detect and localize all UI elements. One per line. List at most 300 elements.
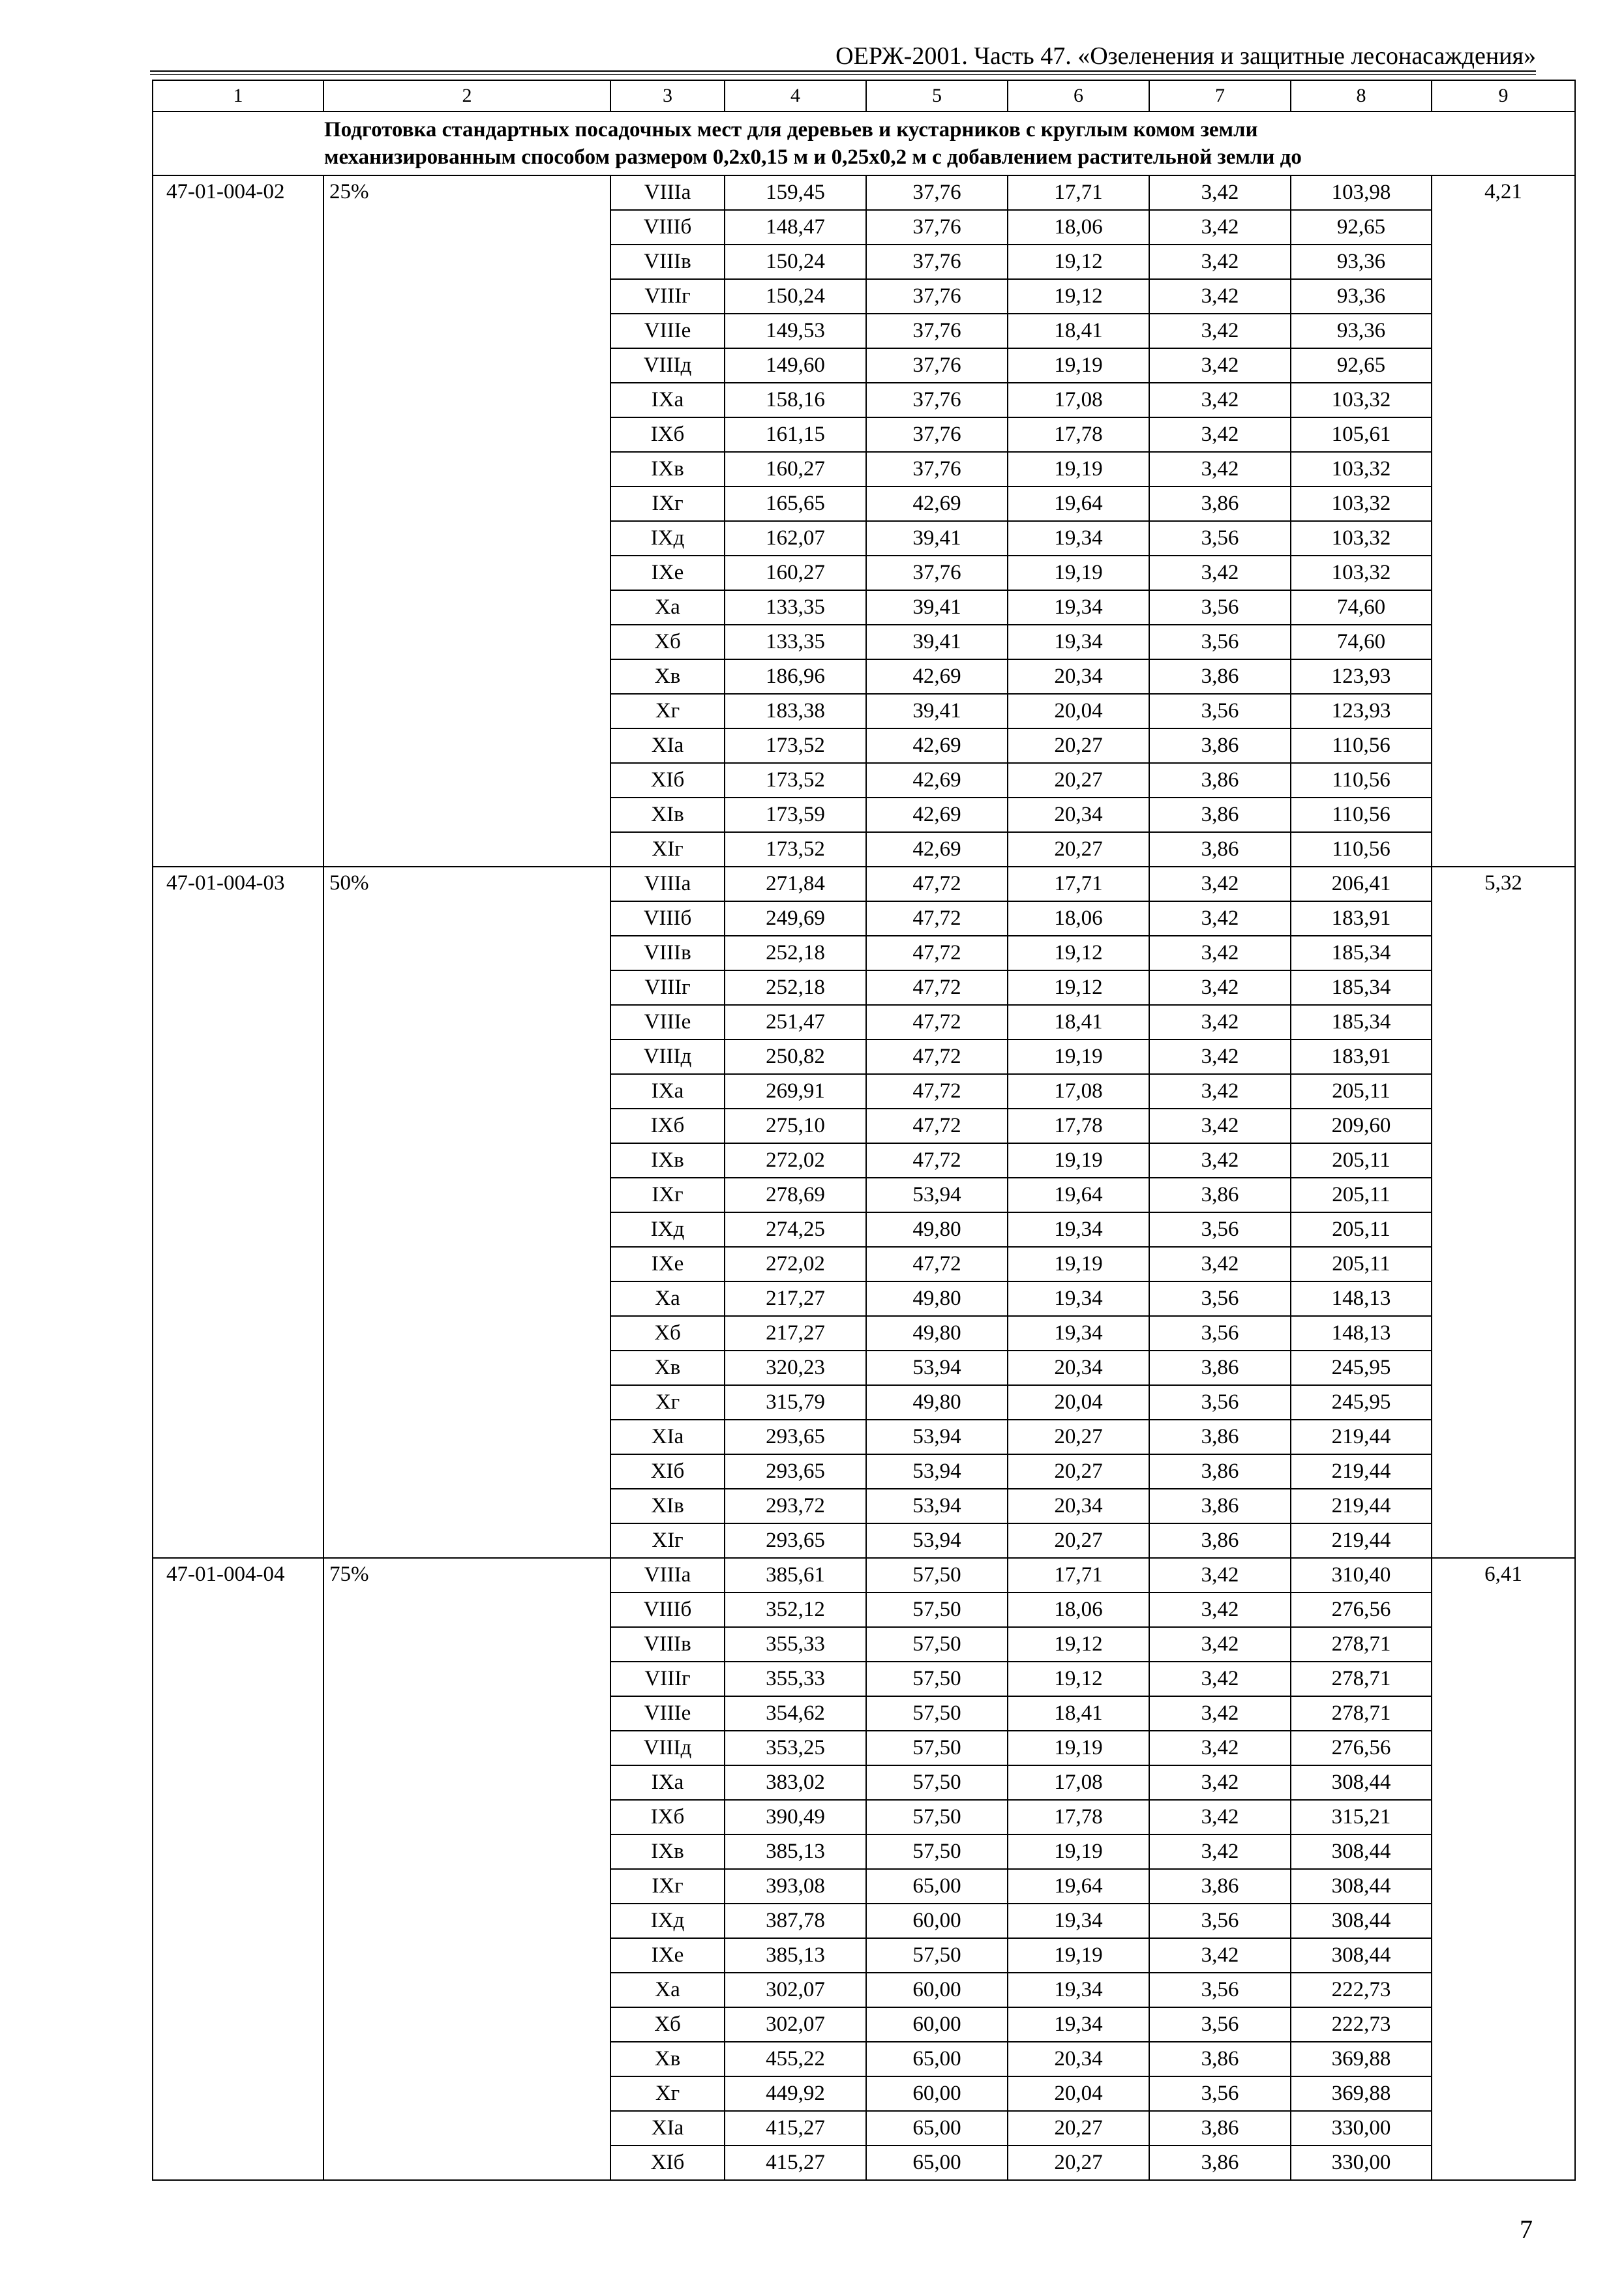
value-cell: 385,13 [725,1938,866,1973]
value-cell: 272,02 [725,1247,866,1281]
value-cell: 3,86 [1149,659,1291,694]
value-cell: 278,71 [1291,1662,1432,1696]
value-cell: 47,72 [866,1109,1008,1143]
value-cell: 3,86 [1149,1869,1291,1904]
value-cell: 20,04 [1008,1385,1149,1420]
value-cell: 369,88 [1291,2042,1432,2076]
value-cell: 3,42 [1149,1765,1291,1800]
value-cell: 217,27 [725,1316,866,1351]
value-cell: 252,18 [725,970,866,1005]
value-cell: 3,42 [1149,417,1291,452]
value-cell: 37,76 [866,279,1008,314]
zone-cell: IXд [610,1212,725,1247]
value-cell: 3,42 [1149,1074,1291,1109]
value-cell: 53,94 [866,1420,1008,1454]
value-cell: 183,91 [1291,901,1432,936]
value-cell: 19,34 [1008,1281,1149,1316]
value-cell: 3,42 [1149,452,1291,486]
value-cell: 20,34 [1008,659,1149,694]
value-cell: 3,42 [1149,1800,1291,1834]
zone-cell: VIIIб [610,901,725,936]
value-cell: 19,64 [1008,1178,1149,1212]
zone-cell: IXа [610,1765,725,1800]
value-cell: 173,59 [725,798,866,832]
value-cell: 60,00 [866,2076,1008,2111]
value-cell: 47,72 [866,1040,1008,1074]
value-cell: 19,19 [1008,1040,1149,1074]
value-cell: 3,86 [1149,2111,1291,2146]
zone-cell: VIIIа [610,175,725,210]
value-cell: 278,71 [1291,1627,1432,1662]
value-cell: 293,72 [725,1489,866,1523]
value-cell: 18,06 [1008,1593,1149,1627]
value-cell: 39,41 [866,521,1008,556]
value-cell: 20,34 [1008,798,1149,832]
value-cell: 3,56 [1149,590,1291,625]
section-title-line: механизированным способом размером 0,2х0,15 м и 0,25х0,2 м с добавлением растительной земли до [324,145,1302,169]
value-cell: 173,52 [725,832,866,867]
value-cell: 369,88 [1291,2076,1432,2111]
zone-cell: XIб [610,1454,725,1489]
value-cell: 3,42 [1149,1696,1291,1731]
value-cell: 47,72 [866,1005,1008,1040]
value-cell: 42,69 [866,832,1008,867]
value-cell: 3,42 [1149,175,1291,210]
value-cell: 162,07 [725,521,866,556]
zone-cell: Xв [610,659,725,694]
value-cell: 74,60 [1291,625,1432,659]
value-cell: 3,56 [1149,1973,1291,2007]
value-cell: 3,86 [1149,763,1291,798]
value-cell: 57,50 [866,1627,1008,1662]
value-cell: 3,42 [1149,1558,1291,1593]
value-cell: 17,08 [1008,1765,1149,1800]
value-cell: 209,60 [1291,1109,1432,1143]
value-cell: 3,56 [1149,1212,1291,1247]
zone-cell: VIIIе [610,1696,725,1731]
value-cell: 19,34 [1008,2007,1149,2042]
value-cell: 3,56 [1149,1281,1291,1316]
value-cell: 60,00 [866,2007,1008,2042]
value-cell: 47,72 [866,1143,1008,1178]
value-cell: 17,78 [1008,1109,1149,1143]
value-cell: 57,50 [866,1765,1008,1800]
value-cell: 19,19 [1008,1834,1149,1869]
zone-cell: XIв [610,1489,725,1523]
value-cell: 49,80 [866,1281,1008,1316]
value-cell: 222,73 [1291,2007,1432,2042]
value-cell: 47,72 [866,1247,1008,1281]
value-cell: 37,76 [866,314,1008,348]
value-cell: 3,42 [1149,556,1291,590]
zone-cell: IXг [610,486,725,521]
value-cell: 20,04 [1008,694,1149,728]
value-cell: 17,71 [1008,1558,1149,1593]
value-cell: 3,42 [1149,936,1291,970]
value-cell: 20,34 [1008,1489,1149,1523]
value-cell: 17,78 [1008,1800,1149,1834]
value-cell: 47,72 [866,936,1008,970]
zone-cell: VIIIв [610,936,725,970]
value-cell: 19,34 [1008,1316,1149,1351]
value-cell: 19,19 [1008,348,1149,383]
value-cell: 57,50 [866,1662,1008,1696]
value-cell: 105,61 [1291,417,1432,452]
page-header [150,37,1536,74]
col9-value-cell: 5,32 [1432,867,1575,1558]
value-cell: 65,00 [866,2042,1008,2076]
value-cell: 57,50 [866,1834,1008,1869]
value-cell: 3,42 [1149,1247,1291,1281]
value-cell: 3,56 [1149,625,1291,659]
value-cell: 3,42 [1149,1040,1291,1074]
zone-cell: VIIIб [610,1593,725,1627]
value-cell: 3,42 [1149,1731,1291,1765]
value-cell: 17,71 [1008,867,1149,901]
value-cell: 20,34 [1008,1351,1149,1385]
value-cell: 42,69 [866,659,1008,694]
value-cell: 449,92 [725,2076,866,2111]
value-cell: 387,78 [725,1904,866,1938]
zone-cell: IXе [610,556,725,590]
value-cell: 385,61 [725,1558,866,1593]
zone-cell: IXе [610,1938,725,1973]
value-cell: 3,42 [1149,1593,1291,1627]
value-cell: 93,36 [1291,279,1432,314]
value-cell: 92,65 [1291,210,1432,245]
value-cell: 49,80 [866,1385,1008,1420]
value-cell: 269,91 [725,1074,866,1109]
value-cell: 19,19 [1008,556,1149,590]
zone-cell: IXб [610,1109,725,1143]
zone-cell: Xв [610,2042,725,2076]
value-cell: 173,52 [725,728,866,763]
zone-cell: Xв [610,1351,725,1385]
value-cell: 19,19 [1008,1938,1149,1973]
value-cell: 320,23 [725,1351,866,1385]
value-cell: 185,34 [1291,970,1432,1005]
zone-cell: Xб [610,1316,725,1351]
value-cell: 17,08 [1008,1074,1149,1109]
value-cell: 19,12 [1008,936,1149,970]
value-cell: 37,76 [866,383,1008,417]
value-cell: 252,18 [725,936,866,970]
value-cell: 173,52 [725,763,866,798]
zone-cell: IXв [610,1143,725,1178]
value-cell: 3,42 [1149,245,1291,279]
value-cell: 149,60 [725,348,866,383]
value-cell: 222,73 [1291,1973,1432,2007]
value-cell: 249,69 [725,901,866,936]
zone-cell: IXб [610,1800,725,1834]
value-cell: 275,10 [725,1109,866,1143]
value-cell: 47,72 [866,1074,1008,1109]
value-cell: 53,94 [866,1178,1008,1212]
value-cell: 123,93 [1291,694,1432,728]
header-title: ОЕРЖ-2001. Часть 47. «Озеленения и защитные лесонасаждения» [835,42,1536,70]
value-cell: 310,40 [1291,1558,1432,1593]
value-cell: 3,42 [1149,1109,1291,1143]
value-cell: 103,32 [1291,521,1432,556]
zone-cell: VIIIг [610,279,725,314]
zone-cell: Xб [610,2007,725,2042]
value-cell: 3,86 [1149,832,1291,867]
value-cell: 110,56 [1291,798,1432,832]
value-cell: 103,98 [1291,175,1432,210]
value-cell: 3,86 [1149,2042,1291,2076]
value-cell: 20,34 [1008,2042,1149,2076]
value-cell: 19,34 [1008,1904,1149,1938]
zone-cell: VIIIд [610,348,725,383]
value-cell: 217,27 [725,1281,866,1316]
value-cell: 19,34 [1008,1212,1149,1247]
zone-cell: VIIIг [610,1662,725,1696]
value-cell: 205,11 [1291,1074,1432,1109]
rate-code-cell: 47-01-004-03 [153,867,323,1558]
value-cell: 20,27 [1008,1454,1149,1489]
value-cell: 37,76 [866,175,1008,210]
value-cell: 19,12 [1008,1662,1149,1696]
value-cell: 42,69 [866,486,1008,521]
value-cell: 3,86 [1149,1351,1291,1385]
zone-cell: Xа [610,1281,725,1316]
value-cell: 245,95 [1291,1351,1432,1385]
value-cell: 278,69 [725,1178,866,1212]
value-cell: 390,49 [725,1800,866,1834]
value-cell: 110,56 [1291,728,1432,763]
column-number: 4 [725,80,866,112]
zone-cell: Xг [610,2076,725,2111]
zone-cell: Xг [610,1385,725,1420]
percent-cell: 75% [323,1558,610,2180]
value-cell: 49,80 [866,1212,1008,1247]
value-cell: 219,44 [1291,1489,1432,1523]
value-cell: 3,42 [1149,210,1291,245]
zone-cell: VIIIв [610,1627,725,1662]
value-cell: 251,47 [725,1005,866,1040]
value-cell: 315,21 [1291,1800,1432,1834]
value-cell: 42,69 [866,763,1008,798]
value-cell: 20,04 [1008,2076,1149,2111]
value-cell: 205,11 [1291,1178,1432,1212]
value-cell: 274,25 [725,1212,866,1247]
value-cell: 37,76 [866,556,1008,590]
value-cell: 354,62 [725,1696,866,1731]
value-cell: 42,69 [866,798,1008,832]
column-number: 3 [610,80,725,112]
column-number: 1 [153,80,323,112]
zone-cell: Xг [610,694,725,728]
table-row [153,867,1575,901]
value-cell: 3,56 [1149,1385,1291,1420]
value-cell: 19,34 [1008,590,1149,625]
value-cell: 3,42 [1149,279,1291,314]
zone-cell: VIIIв [610,245,725,279]
value-cell: 47,72 [866,970,1008,1005]
value-cell: 455,22 [725,2042,866,2076]
header-rule-thin [150,74,1536,75]
value-cell: 18,41 [1008,1005,1149,1040]
value-cell: 17,71 [1008,175,1149,210]
value-cell: 330,00 [1291,2146,1432,2180]
zone-cell: XIа [610,728,725,763]
value-cell: 3,42 [1149,970,1291,1005]
value-cell: 20,27 [1008,2111,1149,2146]
value-cell: 57,50 [866,1731,1008,1765]
rates-table-container [152,80,1576,2181]
value-cell: 110,56 [1291,763,1432,798]
value-cell: 183,91 [1291,1040,1432,1074]
zone-cell: Xб [610,625,725,659]
value-cell: 276,56 [1291,1593,1432,1627]
value-cell: 53,94 [866,1489,1008,1523]
value-cell: 123,93 [1291,659,1432,694]
value-cell: 3,42 [1149,1005,1291,1040]
value-cell: 3,56 [1149,2007,1291,2042]
value-cell: 39,41 [866,625,1008,659]
value-cell: 415,27 [725,2111,866,2146]
value-cell: 3,42 [1149,1662,1291,1696]
value-cell: 278,71 [1291,1696,1432,1731]
value-cell: 19,64 [1008,486,1149,521]
column-number: 9 [1432,80,1575,112]
value-cell: 3,86 [1149,798,1291,832]
value-cell: 18,41 [1008,314,1149,348]
value-cell: 42,69 [866,728,1008,763]
value-cell: 276,56 [1291,1731,1432,1765]
value-cell: 3,86 [1149,1523,1291,1558]
value-cell: 3,42 [1149,383,1291,417]
value-cell: 93,36 [1291,314,1432,348]
value-cell: 293,65 [725,1523,866,1558]
value-cell: 393,08 [725,1869,866,1904]
column-number-row [153,80,1575,112]
value-cell: 383,02 [725,1765,866,1800]
value-cell: 3,42 [1149,867,1291,901]
value-cell: 160,27 [725,452,866,486]
value-cell: 3,42 [1149,314,1291,348]
zone-cell: XIв [610,798,725,832]
value-cell: 20,27 [1008,728,1149,763]
zone-cell: XIб [610,763,725,798]
value-cell: 186,96 [725,659,866,694]
value-cell: 219,44 [1291,1420,1432,1454]
value-cell: 355,33 [725,1627,866,1662]
value-cell: 17,78 [1008,417,1149,452]
value-cell: 57,50 [866,1800,1008,1834]
value-cell: 148,47 [725,210,866,245]
value-cell: 47,72 [866,901,1008,936]
value-cell: 57,50 [866,1558,1008,1593]
value-cell: 3,86 [1149,1454,1291,1489]
value-cell: 103,32 [1291,383,1432,417]
value-cell: 3,86 [1149,1489,1291,1523]
value-cell: 385,13 [725,1834,866,1869]
value-cell: 103,32 [1291,486,1432,521]
value-cell: 19,19 [1008,452,1149,486]
value-cell: 19,19 [1008,1731,1149,1765]
value-cell: 293,65 [725,1420,866,1454]
value-cell: 3,42 [1149,1834,1291,1869]
zone-cell: VIIIд [610,1040,725,1074]
value-cell: 159,45 [725,175,866,210]
zone-cell: IXв [610,452,725,486]
value-cell: 355,33 [725,1662,866,1696]
value-cell: 330,00 [1291,2111,1432,2146]
value-cell: 18,06 [1008,901,1149,936]
value-cell: 74,60 [1291,590,1432,625]
zone-cell: IXа [610,383,725,417]
value-cell: 308,44 [1291,1869,1432,1904]
value-cell: 160,27 [725,556,866,590]
section-title-line: Подготовка стандартных посадочных мест для деревьев и кустарников с круглым комом земли [324,118,1258,142]
value-cell: 20,27 [1008,763,1149,798]
value-cell: 219,44 [1291,1454,1432,1489]
value-cell: 37,76 [866,348,1008,383]
value-cell: 65,00 [866,1869,1008,1904]
value-cell: 3,86 [1149,1420,1291,1454]
value-cell: 65,00 [866,2111,1008,2146]
zone-cell: IXг [610,1178,725,1212]
zone-cell: XIа [610,1420,725,1454]
value-cell: 183,38 [725,694,866,728]
value-cell: 60,00 [866,1904,1008,1938]
zone-cell: XIг [610,832,725,867]
zone-cell: XIб [610,2146,725,2180]
value-cell: 3,56 [1149,1316,1291,1351]
value-cell: 20,27 [1008,2146,1149,2180]
percent-cell: 50% [323,867,610,1558]
value-cell: 93,36 [1291,245,1432,279]
value-cell: 302,07 [725,2007,866,2042]
value-cell: 37,76 [866,245,1008,279]
value-cell: 308,44 [1291,1834,1432,1869]
value-cell: 158,16 [725,383,866,417]
value-cell: 315,79 [725,1385,866,1420]
zone-cell: XIа [610,2111,725,2146]
value-cell: 19,34 [1008,625,1149,659]
value-cell: 57,50 [866,1938,1008,1973]
zone-cell: IXд [610,1904,725,1938]
value-cell: 19,34 [1008,1973,1149,2007]
zone-cell: IXв [610,1834,725,1869]
section-title [153,112,1575,175]
value-cell: 92,65 [1291,348,1432,383]
value-cell: 3,42 [1149,348,1291,383]
value-cell: 53,94 [866,1454,1008,1489]
column-number: 6 [1008,80,1149,112]
percent-cell: 25% [323,175,610,867]
value-cell: 3,42 [1149,1627,1291,1662]
zone-cell: Xа [610,1973,725,2007]
header-rule [150,70,1536,72]
value-cell: 110,56 [1291,832,1432,867]
rate-code-cell: 47-01-004-04 [153,1558,323,2180]
value-cell: 57,50 [866,1593,1008,1627]
zone-cell: Xа [610,590,725,625]
table-row [153,175,1575,210]
value-cell: 205,11 [1291,1143,1432,1178]
value-cell: 3,56 [1149,694,1291,728]
zone-cell: IXа [610,1074,725,1109]
value-cell: 19,64 [1008,1869,1149,1904]
value-cell: 133,35 [725,590,866,625]
value-cell: 308,44 [1291,1938,1432,1973]
value-cell: 19,12 [1008,245,1149,279]
value-cell: 3,56 [1149,2076,1291,2111]
value-cell: 39,41 [866,590,1008,625]
value-cell: 53,94 [866,1523,1008,1558]
